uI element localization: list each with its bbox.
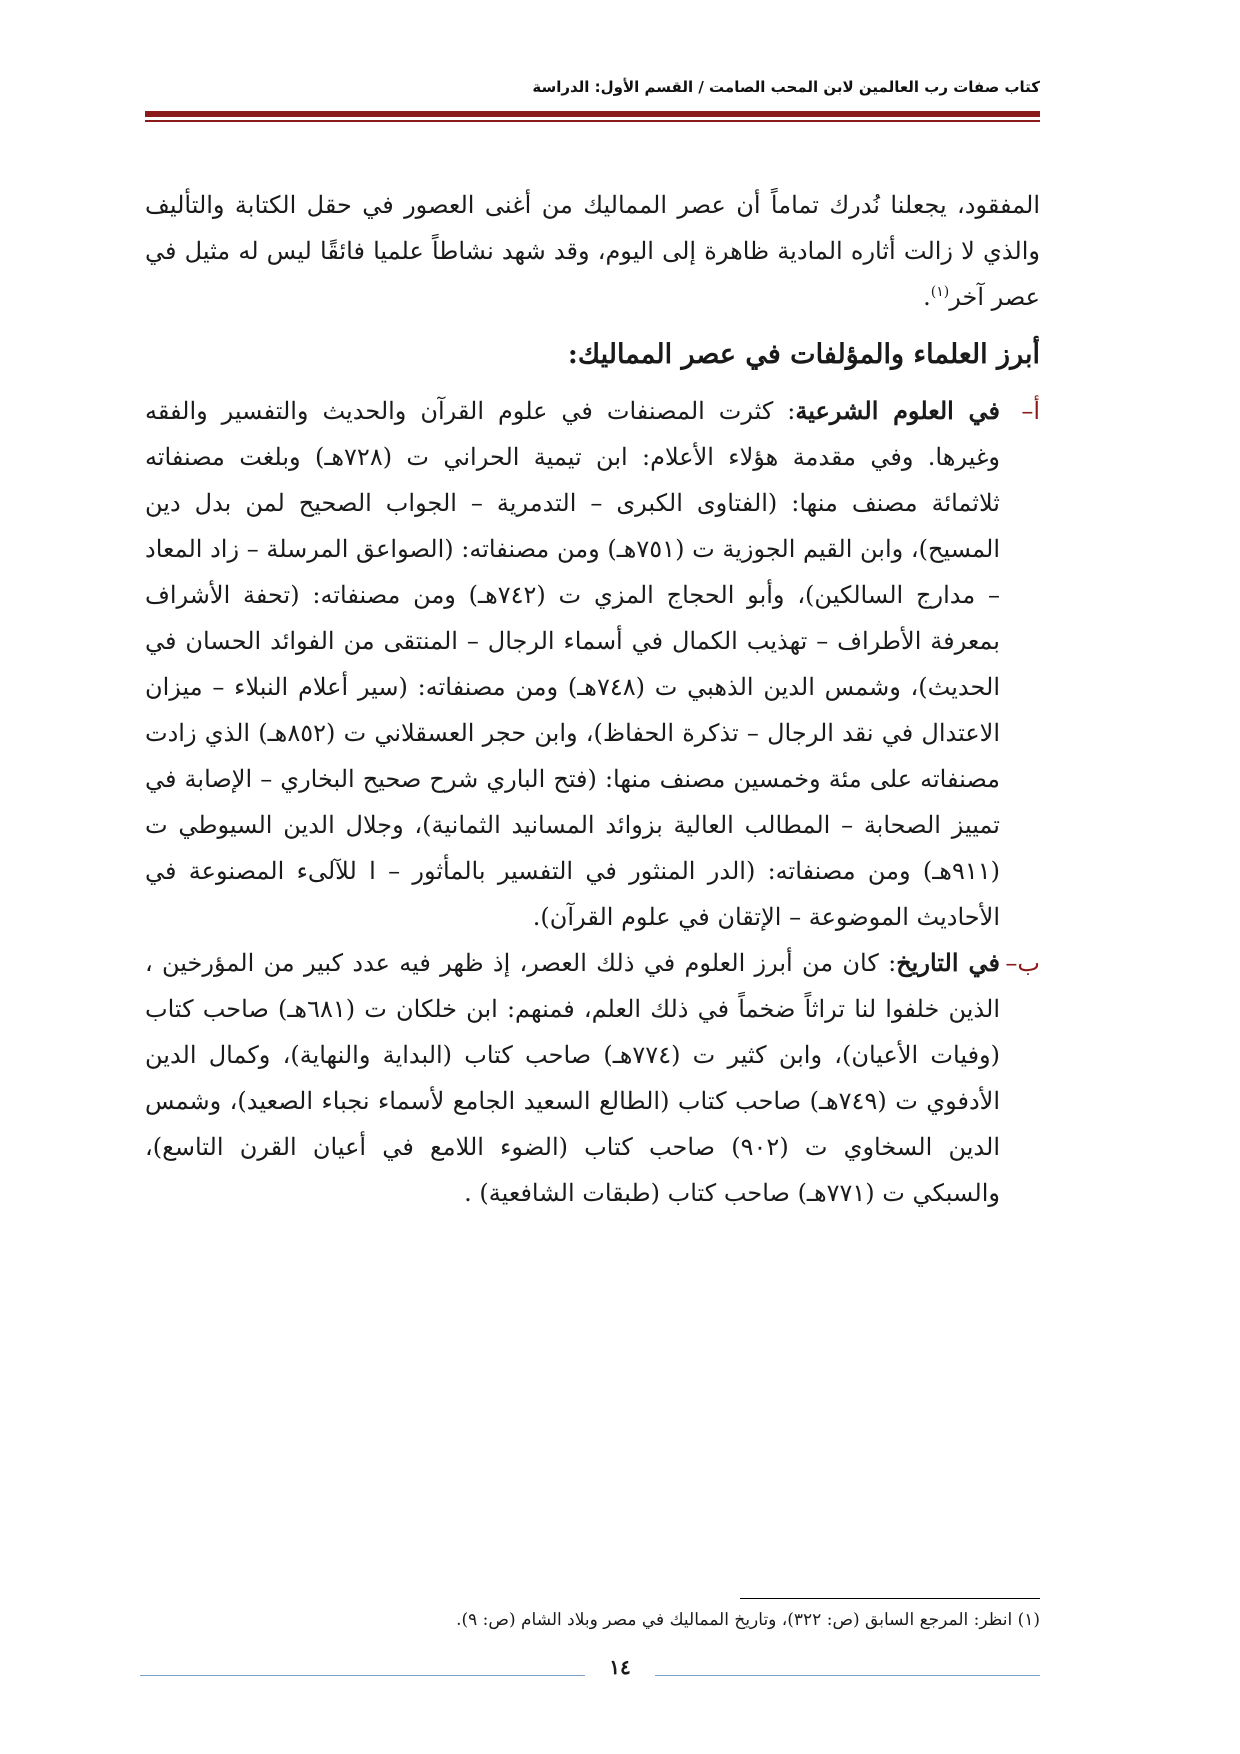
list-item-text: : كان من أبرز العلوم في ذلك العصر، إذ ظهر فيه عدد كبير من المؤرخين ، الذين خلفوا لنا تراثاً ضخماً في ذلك العلم، فمنهم: ابن خلكان ت (٦٨١هـ) صاحب كتاب (وفيات الأعيان)، وابن كثير ت (٧٧٤هـ) صاحب كتاب (البداية والنهاية)، وكمال الدين الأدفوي ت (٧٤٩هـ) صاحب كتاب (الطالع السعيد الجامع لأسماء نجباء الصعيد)، وشمس الدين السخاوي ت (٩٠٢) صاحب كتاب (الضوء اللامع في أعيان القرن التاسع)، والسبكي ت (٧٧١هـ) صاحب كتاب (طبقات الشافعية) . <box>145 949 1000 1207</box>
footnote: (١) انظر: المرجع السابق (ص: ٣٢٢)، وتاريخ المماليك في مصر وبلاد الشام (ص: ٩). <box>456 1610 1040 1630</box>
section-heading: أبرز العلماء والمؤلفات في عصر المماليك: <box>567 339 1040 370</box>
list-marker: أ– <box>1021 397 1040 425</box>
list-marker: ب– <box>1005 949 1040 977</box>
intro-text: المفقود، يجعلنا نُدرك تماماً أن عصر المماليك من أغنى العصور في حقل الكتابة والتأليف والذي لا زالت أثاره المادية ظاهرة إلى اليوم، وقد شهد نشاطاً علميا فائقًا ليس له مثيل في عصر آخر <box>145 191 1040 311</box>
intro-end: . <box>923 283 931 311</box>
list-item-body <box>145 388 1000 940</box>
running-header: كتاب صفات رب العالمين لابن المحب الصامت / القسم الأول: الدراسة <box>532 78 1040 96</box>
footnote-reference: (١) <box>930 284 950 300</box>
footnote-separator <box>740 1598 1040 1599</box>
list-item-label: في العلوم الشرعية <box>795 396 1000 425</box>
footer-rule-left <box>140 1675 585 1676</box>
list-item-label: في التاريخ <box>896 948 1000 977</box>
list-item-body <box>145 940 1000 1216</box>
header-rule <box>145 111 1040 117</box>
page-body <box>145 182 1040 1216</box>
list-item-text: : كثرت المصنفات في علوم القرآن والحديث والتفسير والفقه وغيرها. وفي مقدمة هؤلاء الأعلام: ابن تيمية الحراني ت (٧٢٨هـ) وبلغت مصنفاته ثلاثمائة مصنف منها: (الفتاوى الكبرى – التدمرية – الجواب الصحيح لمن بدل دين المسيح)، وابن القيم الجوزية ت (٧٥١هـ) ومن مصنفاته: (الصواعق المرسلة – زاد المعاد – مدارج السالكين)، وأبو الحجاج المزي ت (٧٤٢هـ) ومن مصنفاته: (تحفة الأشراف بمعرفة الأطراف – تهذيب الكمال في أسماء الرجال – المنتقى من الفوائد الحسان في الحديث)، وشمس الدين الذهبي ت (٧٤٨هـ) ومن مصنفاته: (سير أعلام النبلاء – ميزان الاعتدال في نقد الرجال – تذكرة الحفاظ)، وابن حجر العسقلاني ت (٨٥٢هـ) الذي زادت مصنفاته على مئة وخمسين مصنف منها: (فتح الباري شرح صحيح البخاري – الإصابة في تمييز الصحابة – المطالب العالية بزوائد المسانيد الثمانية)، وجلال الدين السيوطي ت (٩١١هـ) ومن مصنفاته: (الدر المنثور في التفسير بالمأثور – ا للآلىء المصنوعة في الأحاديث الموضوعة – الإتقان في علوم القرآن). <box>145 397 1001 931</box>
page-number: ١٤ <box>609 1655 631 1679</box>
list-item-history <box>145 940 1040 1216</box>
intro-paragraph <box>145 182 1040 320</box>
footer-rule-right <box>655 1675 1040 1676</box>
header-rule-thin <box>145 120 1040 122</box>
list-item-religious-sciences <box>145 388 1040 940</box>
